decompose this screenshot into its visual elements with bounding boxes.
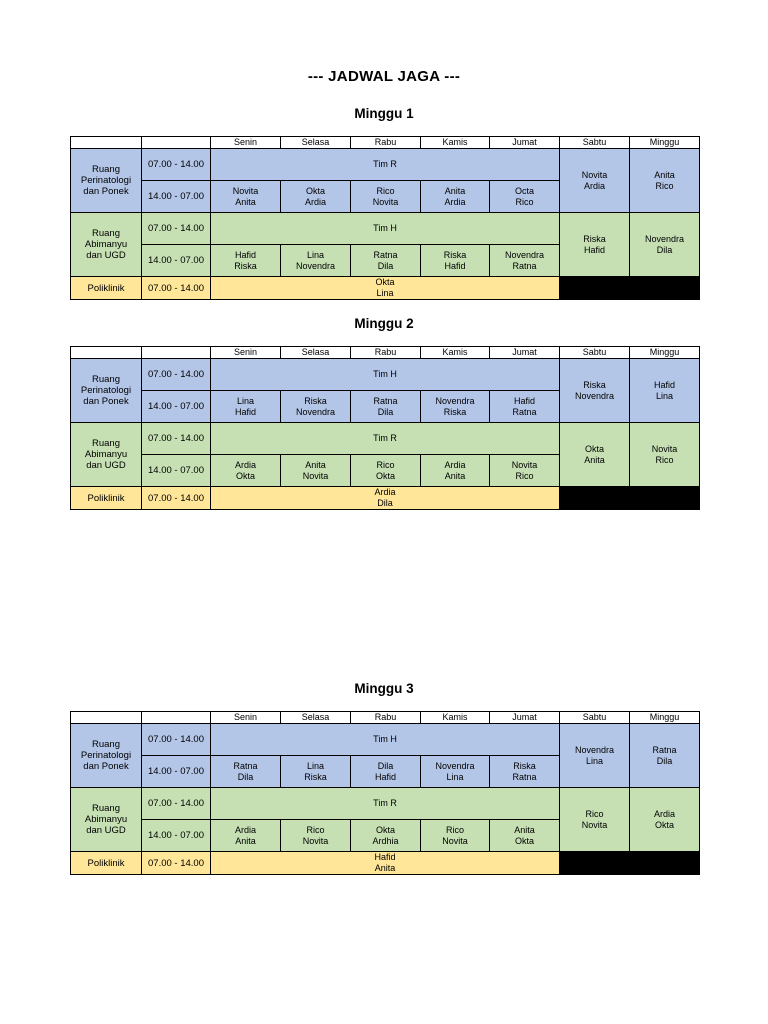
shift-time: 14.00 - 07.00 xyxy=(142,820,211,852)
staff-cell: Hafid Riska xyxy=(211,245,281,277)
closed-cell xyxy=(560,277,700,300)
weekend-cell: Novendra Lina xyxy=(560,724,630,788)
day-header: Sabtu xyxy=(560,137,630,149)
day-header: Minggu xyxy=(630,712,700,724)
staff-cell: Novita Anita xyxy=(211,181,281,213)
staff-cell: Rico Novita xyxy=(351,181,421,213)
poliklinik-row xyxy=(71,852,700,875)
staff-cell: Lina Riska xyxy=(281,756,351,788)
schedule-table xyxy=(70,136,700,300)
staff-cell: Ardia Dila xyxy=(211,487,560,510)
room-label: Ruang Perinatologi dan Ponek xyxy=(71,359,142,423)
room2-day-row xyxy=(71,788,700,820)
room2-day-row xyxy=(71,423,700,455)
staff-cell: Novendra Lina xyxy=(421,756,490,788)
header-blank xyxy=(71,137,142,149)
room1-day-row xyxy=(71,149,700,181)
day-header: Kamis xyxy=(421,712,490,724)
staff-cell: Ratna Dila xyxy=(351,391,421,423)
staff-cell: Riska Ratna xyxy=(490,756,560,788)
team-cell: Tim H xyxy=(211,359,560,391)
room2-day-row xyxy=(71,213,700,245)
weekend-cell: Anita Rico xyxy=(630,149,700,213)
day-header: Jumat xyxy=(490,137,560,149)
day-header: Sabtu xyxy=(560,347,630,359)
staff-cell: Octa Rico xyxy=(490,181,560,213)
day-header: Rabu xyxy=(351,712,421,724)
header-row xyxy=(71,347,700,359)
staff-cell: Novendra Ratna xyxy=(490,245,560,277)
day-header: Kamis xyxy=(421,347,490,359)
shift-time: 14.00 - 07.00 xyxy=(142,756,211,788)
day-header: Minggu xyxy=(630,347,700,359)
staff-cell: Riska Novendra xyxy=(281,391,351,423)
weekend-cell: Novita Rico xyxy=(630,423,700,487)
day-header: Senin xyxy=(211,712,281,724)
staff-cell: Ratna Dila xyxy=(351,245,421,277)
poliklinik-row xyxy=(71,487,700,510)
day-header: Senin xyxy=(211,347,281,359)
day-header: Selasa xyxy=(281,712,351,724)
week-title: Minggu 2 xyxy=(354,316,414,331)
day-header: Rabu xyxy=(351,137,421,149)
team-cell: Tim R xyxy=(211,788,560,820)
shift-time: 14.00 - 07.00 xyxy=(142,391,211,423)
staff-cell: Anita Ardia xyxy=(421,181,490,213)
room-label: Poliklinik xyxy=(71,487,142,510)
staff-cell: Novendra Riska xyxy=(421,391,490,423)
room1-day-row xyxy=(71,724,700,756)
header-row xyxy=(71,137,700,149)
header-blank xyxy=(142,347,211,359)
header-blank xyxy=(71,347,142,359)
staff-cell: Rico Okta xyxy=(351,455,421,487)
shift-time: 07.00 - 14.00 xyxy=(142,788,211,820)
room-label: Poliklinik xyxy=(71,277,142,300)
weekend-cell: Novendra Dila xyxy=(630,213,700,277)
weekend-cell: Rico Novita xyxy=(560,788,630,852)
schedule-table xyxy=(70,711,700,875)
team-cell: Tim H xyxy=(211,213,560,245)
staff-cell: Hafid Ratna xyxy=(490,391,560,423)
header-blank xyxy=(71,712,142,724)
week-title: Minggu 1 xyxy=(354,106,414,121)
staff-cell: Rico Novita xyxy=(281,820,351,852)
team-cell: Tim H xyxy=(211,724,560,756)
room-label: Ruang Abimanyu dan UGD xyxy=(71,788,142,852)
day-header: Minggu xyxy=(630,137,700,149)
shift-time: 07.00 - 14.00 xyxy=(142,487,211,510)
staff-cell: Lina Novendra xyxy=(281,245,351,277)
closed-cell xyxy=(560,487,700,510)
shift-time: 14.00 - 07.00 xyxy=(142,455,211,487)
staff-cell: Riska Hafid xyxy=(421,245,490,277)
team-cell: Tim R xyxy=(211,423,560,455)
header-blank xyxy=(142,137,211,149)
day-header: Selasa xyxy=(281,347,351,359)
staff-cell: Ardia Anita xyxy=(421,455,490,487)
shift-time: 07.00 - 14.00 xyxy=(142,277,211,300)
weekend-cell: Ratna Dila xyxy=(630,724,700,788)
shift-time: 07.00 - 14.00 xyxy=(142,213,211,245)
staff-cell: Okta Ardia xyxy=(281,181,351,213)
weekend-cell: Riska Hafid xyxy=(560,213,630,277)
staff-cell: Ratna Dila xyxy=(211,756,281,788)
shift-time: 07.00 - 14.00 xyxy=(142,724,211,756)
shift-time: 07.00 - 14.00 xyxy=(142,149,211,181)
weekend-cell: Hafid Lina xyxy=(630,359,700,423)
header-row xyxy=(71,712,700,724)
staff-cell: Lina Hafid xyxy=(211,391,281,423)
weekend-cell: Ardia Okta xyxy=(630,788,700,852)
shift-time: 07.00 - 14.00 xyxy=(142,359,211,391)
room-label: Ruang Perinatologi dan Ponek xyxy=(71,724,142,788)
room-label: Ruang Perinatologi dan Ponek xyxy=(71,149,142,213)
room1-day-row xyxy=(71,359,700,391)
poliklinik-row xyxy=(71,277,700,300)
room-label: Ruang Abimanyu dan UGD xyxy=(71,213,142,277)
day-header: Sabtu xyxy=(560,712,630,724)
day-header: Kamis xyxy=(421,137,490,149)
closed-cell xyxy=(560,852,700,875)
staff-cell: Ardia Anita xyxy=(211,820,281,852)
day-header: Jumat xyxy=(490,347,560,359)
staff-cell: Novita Rico xyxy=(490,455,560,487)
shift-time: 07.00 - 14.00 xyxy=(142,852,211,875)
staff-cell: Rico Novita xyxy=(421,820,490,852)
day-header: Selasa xyxy=(281,137,351,149)
shift-time: 14.00 - 07.00 xyxy=(142,181,211,213)
staff-cell: Anita Okta xyxy=(490,820,560,852)
weekend-cell: Novita Ardia xyxy=(560,149,630,213)
schedule-table xyxy=(70,346,700,510)
staff-cell: Dila Hafid xyxy=(351,756,421,788)
staff-cell: Ardia Okta xyxy=(211,455,281,487)
weekend-cell: Riska Novendra xyxy=(560,359,630,423)
shift-time: 14.00 - 07.00 xyxy=(142,245,211,277)
staff-cell: Hafid Anita xyxy=(211,852,560,875)
day-header: Rabu xyxy=(351,347,421,359)
shift-time: 07.00 - 14.00 xyxy=(142,423,211,455)
weekend-cell: Okta Anita xyxy=(560,423,630,487)
room-label: Ruang Abimanyu dan UGD xyxy=(71,423,142,487)
staff-cell: Okta Lina xyxy=(211,277,560,300)
team-cell: Tim R xyxy=(211,149,560,181)
staff-cell: Okta Ardhia xyxy=(351,820,421,852)
week-title: Minggu 3 xyxy=(354,681,414,696)
page-title: --- JADWAL JAGA --- xyxy=(307,68,461,85)
staff-cell: Anita Novita xyxy=(281,455,351,487)
day-header: Jumat xyxy=(490,712,560,724)
room-label: Poliklinik xyxy=(71,852,142,875)
header-blank xyxy=(142,712,211,724)
day-header: Senin xyxy=(211,137,281,149)
